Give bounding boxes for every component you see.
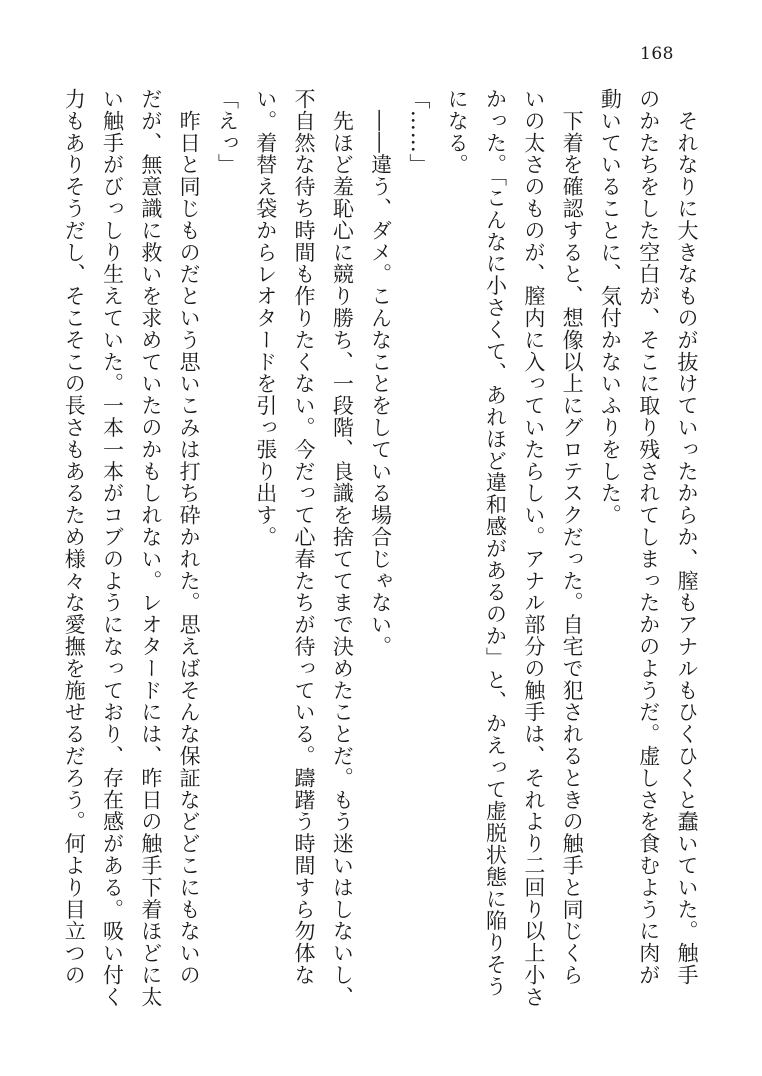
text-line: 下着を確認すると、想像以上にグロテスクだった。自宅で犯されるときの触手と同じくら: [560, 88, 585, 986]
text-line: 「えっ」: [215, 88, 240, 176]
text-line: 動いていることに、気付かないふりをした。: [598, 88, 623, 526]
text-line: 不自然な待ち時間も作りたくない。今だって心春たちが待っている。躊躇う時間すら勿体な: [292, 88, 317, 986]
text-line: 先ほど羞恥心に競り勝ち、一段階、良識を捨ててまで決めたことだ。もう迷いはしないし、: [330, 88, 355, 1008]
text-line: い。着替え袋からレオタードを引っ張り出す。: [253, 88, 278, 548]
body-text: [62, 88, 706, 1018]
text-line: かった。「こんなに小さくて、あれほど違和感があるのか」と、かえって虚脱状態に陥りそう: [483, 88, 508, 998]
page-number: 168: [640, 44, 674, 64]
text-line: のかたちをした空白が、そこに取り残されてしまったかのようだ。虚しさを食むように肉が: [636, 88, 661, 986]
text-line: それなりに大きなものが抜けていったからか、膣もアナルもひくひくと蠢いていた。触手: [675, 88, 699, 986]
text-line: 力もありそうだし、そこそこの長さもあるため様々な愛撫を施せるだろう。何より目立つの: [62, 88, 87, 986]
text-line: ――違う、ダメ。こんなことをしている場合じゃない。: [368, 88, 393, 658]
text-line: になる。: [445, 88, 470, 176]
text-line: 「……」: [406, 88, 431, 176]
text-line: だが、無意識に救いを求めていたのかもしれない。レオタードには、昨日の触手下着ほどに太: [138, 88, 163, 1008]
text-line: い触手がびっしり生えていた。一本一本がコブのようになっており、存在感がある。吸い付く: [100, 88, 125, 1008]
text-line: いの太さのものが、膣内に入っていたらしい。アナル部分の触手は、それより二回り以上小さ: [521, 88, 546, 1008]
text-line: 昨日と同じものだという思いこみは打ち砕かれた。思えばそんな保証などどこにもないの: [177, 88, 202, 986]
